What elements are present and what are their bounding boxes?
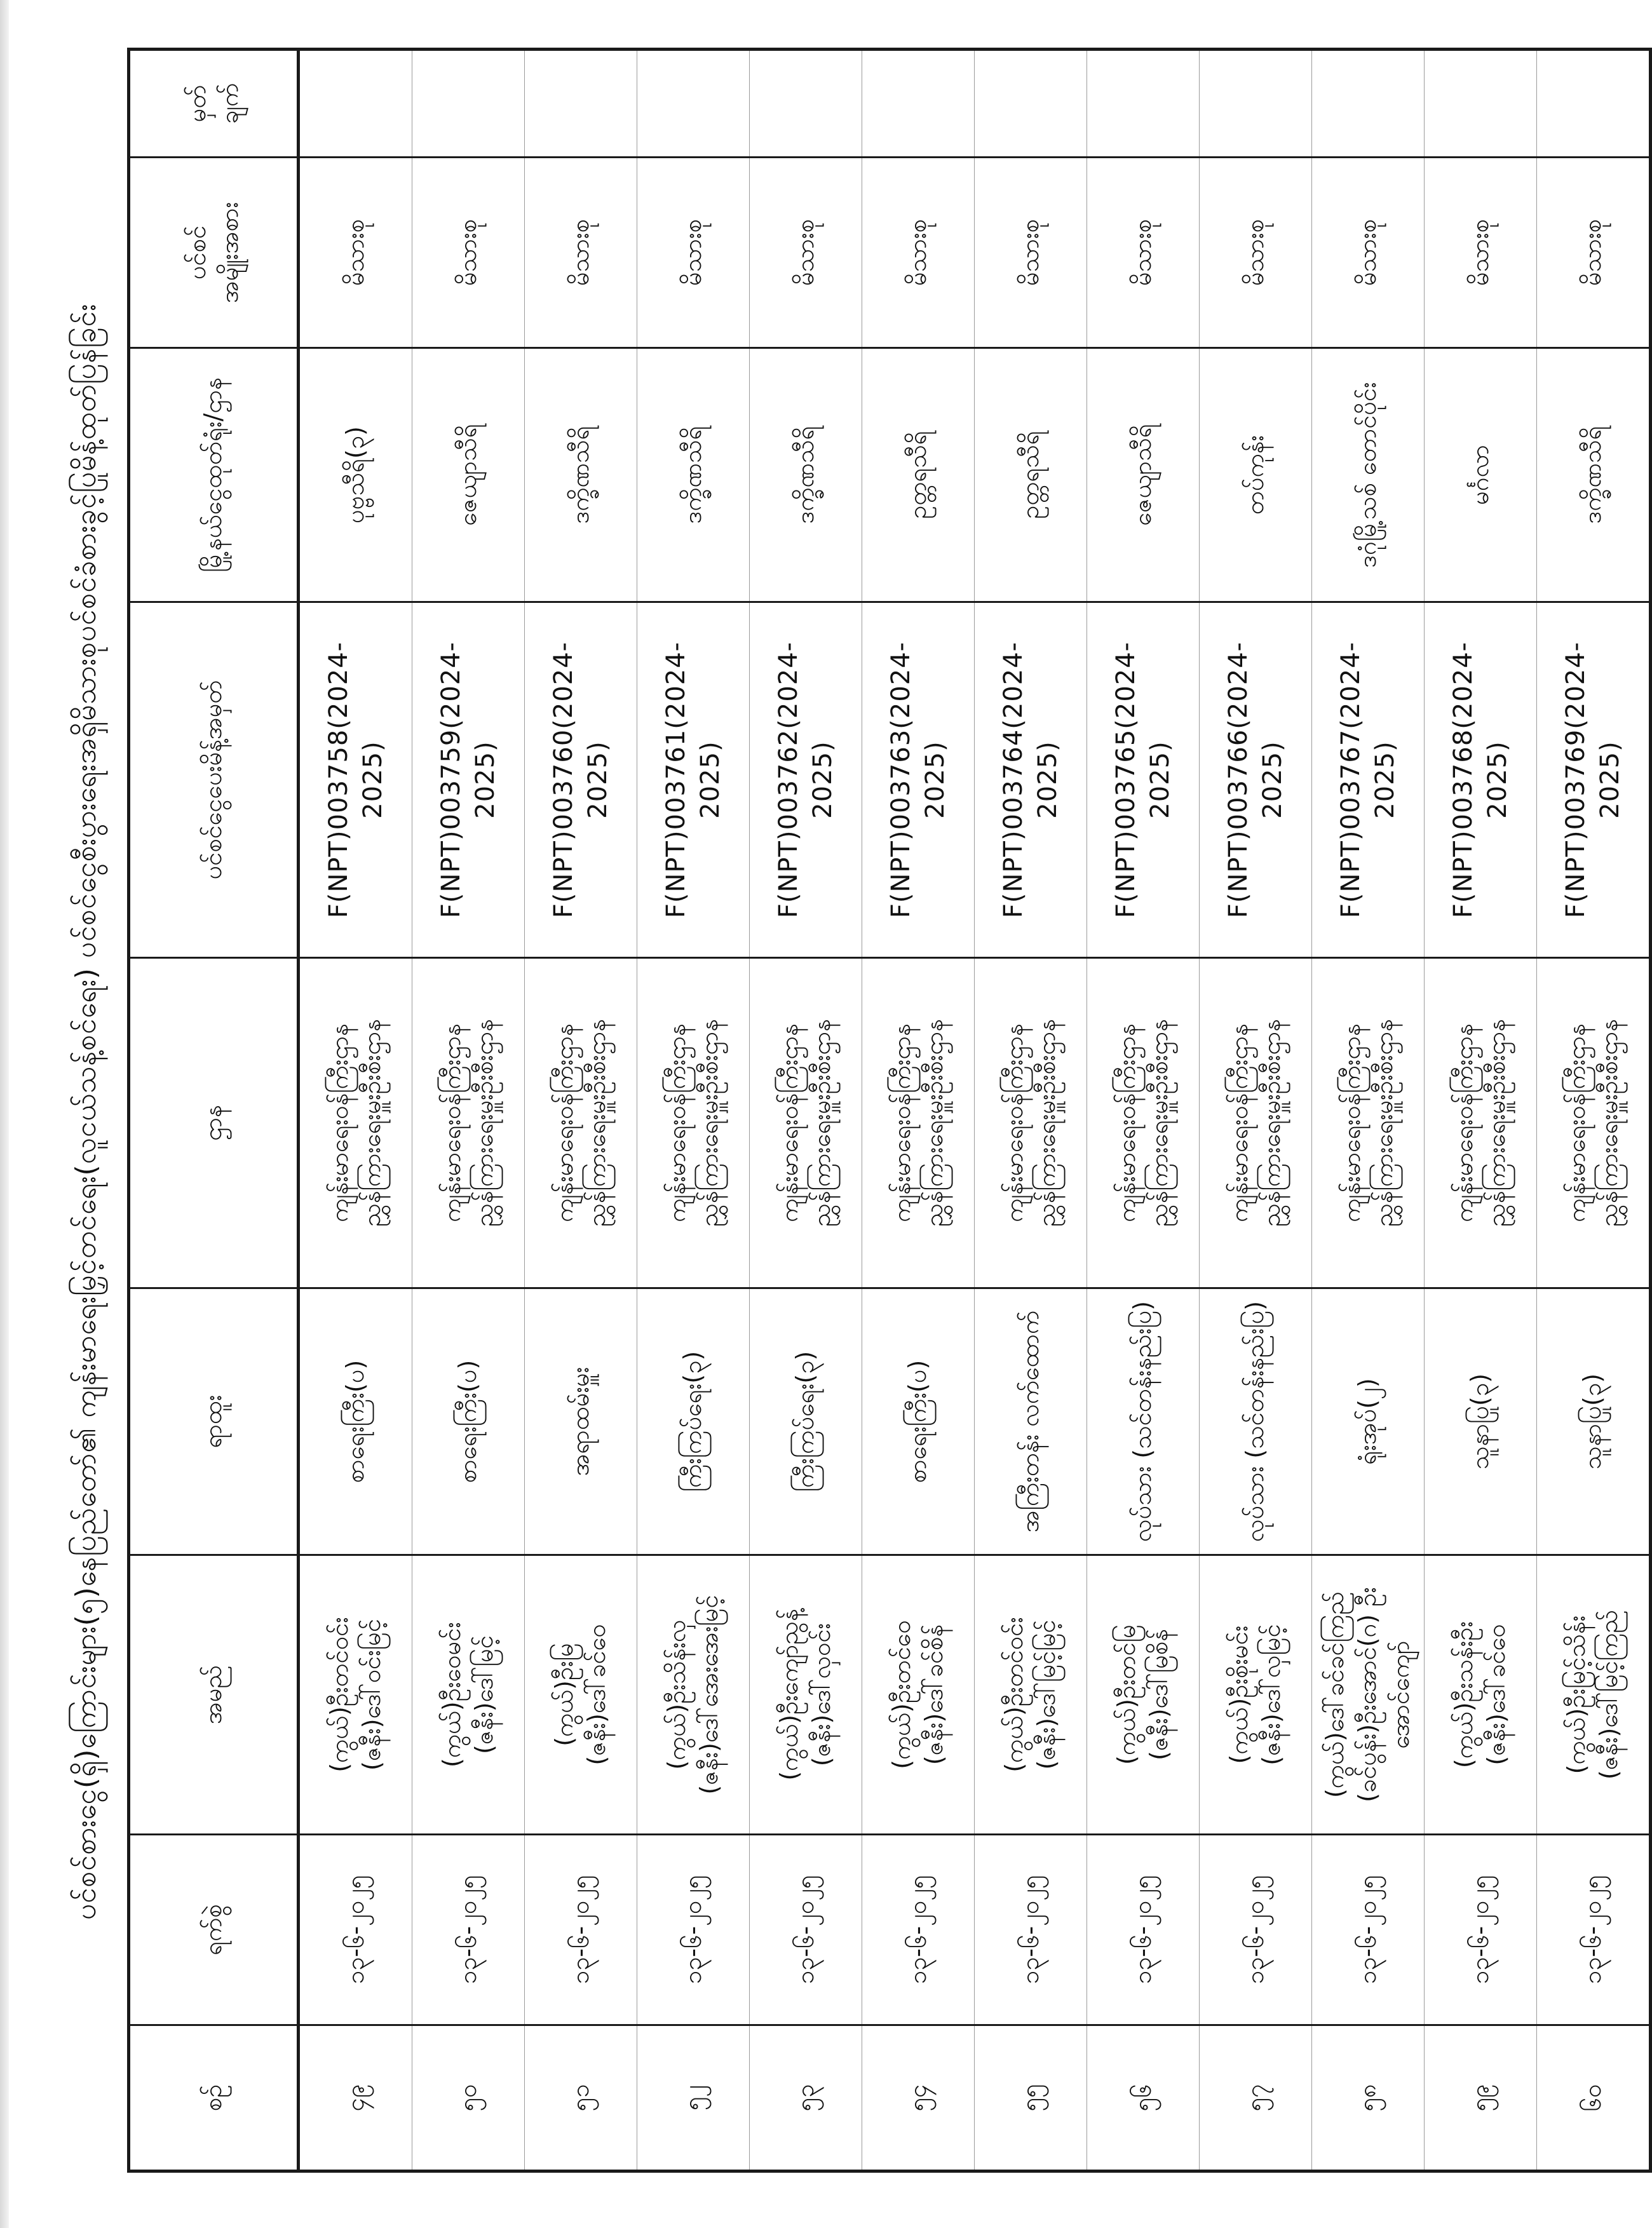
cell-dept-line2: ညွှန်ကြားရေးမှူးဦးစီးဌာန [920,1019,948,1227]
cell-name-spouse: (ဇနီး)ဒေါ်လှမြင့် [1257,1624,1285,1766]
cell-code: F(NPT)003762(2024-2025) [750,602,862,958]
cell-code: F(NPT)003763(2024-2025) [862,602,975,958]
cell-dept [1200,958,1312,1288]
cell-dept-line1: ကျန်းမာရေးဝန်ကြီးဌာန [1224,1023,1253,1222]
cell-no: ၅၅ [975,2025,1087,2171]
cell-name-spouse: (ဇနီး)ဒေါ်လှဝင်း [808,1623,836,1767]
table-row [637,50,750,2171]
cell-name-spouse: (ဇနီး)ဒေါ်ဝင်းမြင့် [358,1619,386,1771]
cell-name [412,1555,525,1835]
cell-office: ဒက္ခိဏသီရိ [750,348,862,602]
table-row [1312,50,1425,2171]
table-row [525,50,637,2171]
cell-type: မိသားစု [525,158,637,348]
header-name: အမည် [129,1555,299,1835]
cell-dept [1312,958,1425,1288]
cell-name-spouse: (ဇနီး)ဒေါ်မြင့်မြင့် [1032,1619,1060,1770]
cell-no: ၄၉ [299,2025,412,2171]
cell-no: ၅၇ [1200,2025,1312,2171]
table-row [1087,50,1200,2171]
cell-code: F(NPT)003767(2024-2025) [1312,602,1425,958]
cell-date: ၁၃-၆-၂၀၂၅ [637,1835,750,2025]
cell-dept-line1: ကျန်းမာရေးဝန်ကြီးဌာန [1449,1023,1478,1222]
cell-dept-line2: ညွှန်ကြားရေးမှူးဦးစီးဌာန [1145,1019,1173,1227]
cell-dept-line2: ညွှန်ကြားရေးမှူးဦးစီးဌာန [1370,1019,1398,1227]
table-row [299,50,412,2171]
cell-type: မိသားစု [862,158,975,348]
cell-type: မိသားစု [299,158,412,348]
cell-date: ၁၃-၆-၂၀၂၅ [750,1835,862,2025]
cell-dept-line1: ကျန်းမာရေးဝန်ကြီးဌာန [662,1023,691,1222]
cell-dept-line1: ကျန်းမာရေးဝန်ကြီးဌာန [775,1023,803,1222]
cell-dept-line2: ညွှန်ကြားရေးမှူးဦးစီးဌာန [1257,1019,1285,1227]
cell-dept [750,958,862,1288]
cell-dept-line1: ကျန်းမာရေးဝန်ကြီးဌာန [437,1023,466,1222]
cell-name-deceased: (ကွယ်)ဦးမြင့်သိန်း [1562,1615,1590,1774]
cell-rank: သူနာပြု(၃) [1537,1288,1651,1555]
cell-no: ၅၄ [862,2025,975,2171]
cell-type: မိသားစု [637,158,750,348]
cell-name [1425,1555,1537,1835]
cell-remark [1537,50,1651,158]
document-title: ပင်စင်စားငွေ(ရှိ)ကြောင်းများ(၅)နေပြည်တော်၏ ကျန်းမာရေးမြှင့်တင်ရေး(လူငယ်သန့်စင်ရေး) ပင်စင်ငွေစီးပွားရေးအရှိမိသားစုပင်စင်ခံစားခွင့်ပြုမိန့်ထုတ်ပြန်ခြင်း [70,303,102,1921]
cell-name-deceased: (ကွယ်)ဦးတင်ဝင်း [999,1617,1028,1772]
cell-dept-line2: ညွှန်ကြားရေးမှူးဦးစီးဌာန [1595,1019,1623,1227]
cell-name-spouse: (ခင်ပွန်း)ဦးအောင်(ဂ) ဦးအောင်ကျော် [1353,1587,1414,1802]
cell-name [975,1555,1087,1835]
cell-no: ၅၂ [637,2025,750,2171]
cell-no: ၅၈ [1312,2025,1425,2171]
cell-name [750,1555,862,1835]
cell-type: မိသားစု [1312,158,1425,348]
cell-remark [1425,50,1537,158]
cell-name [862,1555,975,1835]
cell-dept [1087,958,1200,1288]
cell-name-spouse: (ဇနီး)ဒေါ်ခင်ဝေ [583,1624,611,1766]
cell-code: F(NPT)003768(2024-2025) [1425,602,1537,958]
table-row [975,50,1087,2171]
header-type-line2: အမျိုးအစား [215,201,243,304]
cell-name [299,1555,412,1835]
cell-dept [1425,958,1537,1288]
cell-name-deceased: (ကွယ်)ဦးသန်းဦး [1449,1621,1478,1769]
pension-table [127,48,1652,2173]
cell-type: မိသားစု [1087,158,1200,348]
cell-remark [750,50,862,158]
cell-type: မိသားစု [412,158,525,348]
cell-name-deceased: (ကွယ်)ဒေါ်ခင်ခင်ကြည် [1321,1591,1350,1799]
cell-dept-line2: ညွှန်ကြားရေးမှူးဦးစီးဌာန [583,1019,611,1227]
cell-code: F(NPT)003764(2024-2025) [975,602,1087,958]
cell-name-spouse: (ဇနီး)ဒေါ်မြင့် [470,1635,498,1754]
cell-dept-line1: ကျန်းမာရေးဝန်ကြီးဌာန [1112,1023,1141,1222]
cell-code: F(NPT)003761(2024-2025) [637,602,750,958]
cell-dept [1537,958,1651,1288]
cell-dept-line2: ညွှန်ကြားရေးမှူးဦးစီးဌာန [1482,1019,1510,1227]
cell-name-deceased: (ကွယ်)ဦးတင်ဝေ [887,1620,916,1769]
cell-date: ၁၃-၆-၂၀၂၅ [1312,1835,1425,2025]
cell-dept-line1: ကျန်းမာရေးဝန်ကြီးဌာန [550,1023,578,1222]
cell-rank: အရာထမ်းမှူး [525,1288,637,1555]
cell-code: F(NPT)003765(2024-2025) [1087,602,1200,958]
table-row [1425,50,1537,2171]
cell-no: ၅၀ [412,2025,525,2171]
cell-remark [1200,50,1312,158]
cell-date: ၁၃-၆-၂၀၂၅ [1087,1835,1200,2025]
header-row [129,50,299,2171]
cell-remark [1087,50,1200,158]
cell-office: ဒက္ခိဏသီရိ [637,348,750,602]
header-no: စဉ် [129,2025,299,2171]
cell-remark [637,50,750,158]
header-office: မြို့နယ်ငွေထုတ်ရုံး/ဌာန [129,348,299,602]
cell-dept [412,958,525,1288]
header-rank: ရာထူး [129,1288,299,1555]
table-row [412,50,525,2171]
cell-remark [525,50,637,158]
cell-remark [412,50,525,158]
cell-remark [1312,50,1425,158]
cell-name-spouse: (ဇနီး)ဒေါ်ခင်ဝေ [1482,1624,1510,1766]
cell-code: F(NPT)003759(2024-2025) [412,602,525,958]
cell-rank: လုပ်သား (သင်တန်းနည်းပြ) [1087,1288,1200,1555]
cell-date: ၁၃-၆-၂၀၂၅ [975,1835,1087,2025]
cell-dept [975,958,1087,1288]
cell-name-spouse: (ဇနီး)ဒေါ်မြင့်ကြည် [1595,1609,1623,1780]
cell-rank: လုပ်သား (သင်တန်းနည်းပြ) [1200,1288,1312,1555]
table-row [750,50,862,2171]
cell-name [1200,1555,1312,1835]
header-dept: ဌာန [129,958,299,1288]
cell-office: တပ်ကုန်း [1200,348,1312,602]
cell-no: ၅၆ [1087,2025,1200,2171]
header-type-line1: ပင်စင် [182,225,211,280]
cell-rank: ကြီးကြပ်ရေး(၃) [637,1288,750,1555]
table-row [1537,50,1651,2171]
cell-rank: စာရေးကြီး(ပ) [862,1288,975,1555]
cell-dept-line1: ကျန်းမာရေးဝန်ကြီးဌာန [887,1023,916,1222]
cell-name-deceased: (ကွယ်)ဦးသိန်းလှ [662,1619,691,1770]
cell-office: မင်္ဂလာ [1425,348,1537,602]
cell-name-spouse: (ဇနီး)ဒေါ်ခင်စိန် [920,1624,948,1766]
cell-type: မိသားစု [750,158,862,348]
cell-dept-line1: ကျန်းမာရေးဝန်ကြီးဌာန [1337,1023,1365,1222]
cell-name [1312,1555,1425,1835]
cell-rank: စာရေးကြီး(ပ) [412,1288,525,1555]
cell-no: ၆၀ [1537,2025,1651,2171]
cell-date: ၁၃-၆-၂၀၂၅ [299,1835,412,2025]
cell-name-deceased: (ကွယ်)ဦးမြ [550,1643,578,1746]
cell-office: ပုဗ္ဗသီရိ(၃) [299,348,412,602]
cell-dept [299,958,412,1288]
cell-dept-line2: ညွှန်ကြားရေးမှူးဦးစီးဌာန [1032,1019,1060,1227]
cell-dept [525,958,637,1288]
cell-remark [862,50,975,158]
cell-date: ၁၃-၆-၂၀၂၅ [1537,1835,1651,2025]
cell-name-spouse: (ဇနီး)ဒေါ်အေးအေးမြင့် [695,1595,723,1795]
cell-office: ဥတ္တရသီရိ [975,348,1087,602]
cell-dept-line2: ညွှန်ကြားရေးမှူးဦးစီးဌာန [470,1019,498,1227]
cell-no: ၅၃ [750,2025,862,2171]
cell-office: ဒက္ခိဏသီရိ [525,348,637,602]
cell-code: F(NPT)003769(2024-2025) [1537,602,1651,958]
header-remark-line2: ချက် [215,83,243,125]
cell-code: F(NPT)003760(2024-2025) [525,602,637,958]
scan-edge [0,0,9,2228]
cell-office: ဥတ္တရသီရိ [862,348,975,602]
cell-date: ၁၃-၆-၂၀၂၅ [525,1835,637,2025]
cell-no: ၅၉ [1425,2025,1537,2171]
header-code: ပင်စင်ငွေပေးမိန့်အမှတ် [129,602,299,958]
cell-rank: ကြီးကြပ်ရေး(၃) [750,1288,862,1555]
cell-name-deceased: (ကွယ်)ဦးကျော်ညွန့် [775,1609,803,1781]
cell-dept-line2: ညွှန်ကြားရေးမှူးဦးစီးဌာန [695,1019,723,1227]
header-remark-line1: မှတ် [182,84,211,123]
cell-rank: ရုံးအုပ်(၂) [1312,1288,1425,1555]
header-remark [129,50,299,158]
cell-no: ၅၁ [525,2025,637,2171]
header-type [129,158,299,348]
cell-date: ၁၃-၆-၂၀၂၅ [1200,1835,1312,2025]
cell-code: F(NPT)003766(2024-2025) [1200,602,1312,958]
cell-date: ၁၃-၆-၂၀၂၅ [412,1835,525,2025]
cell-dept-line2: ညွှန်ကြားရေးမှူးဦးစီးဌာန [808,1019,836,1227]
cell-dept-line2: ညွှန်ကြားရေးမှူးဦးစီးဌာန [358,1019,386,1227]
cell-name-spouse: (ဇနီး)ဒေါ်မြစိန် [1145,1629,1173,1760]
cell-date: ၁၃-၆-၂၀၂၅ [862,1835,975,2025]
cell-type: မိသားစု [1425,158,1537,348]
cell-office: ဇေယျာသီရိ [412,348,525,602]
cell-dept-line1: ကျန်းမာရေးဝန်ကြီးဌာန [325,1023,353,1222]
table-row [1200,50,1312,2171]
cell-name-deceased: (ကွယ်)ဦးတင်ဝင်း [325,1617,353,1772]
document-sheet [51,51,1625,2173]
cell-dept [637,958,750,1288]
cell-rank: အကြီးတန်း လက်ထောက် [975,1288,1087,1555]
cell-dept-line1: ကျန်းမာရေးဝန်ကြီးဌာန [999,1023,1028,1222]
cell-dept [862,958,975,1288]
cell-name [637,1555,750,1835]
cell-code: F(NPT)003758(2024-2025) [299,602,412,958]
cell-office: ဒဂုံမြို့သစ် တောင်ပိုင်း [1312,348,1425,602]
cell-type: မိသားစု [1200,158,1312,348]
cell-remark [975,50,1087,158]
cell-remark [299,50,412,158]
cell-office: ဇေယျာသီရိ [1087,348,1200,602]
cell-name-deceased: (ကွယ်)ဦးဝေမင်း [437,1622,466,1767]
cell-office: ဒက္ခိဏသီရိ [1537,348,1651,602]
header-date: ရက်စွဲ [129,1835,299,2025]
table-row [862,50,975,2171]
cell-rank: စာရေးကြီး(ပ) [299,1288,412,1555]
cell-name [1537,1555,1651,1835]
cell-type: မိသားစု [975,158,1087,348]
cell-date: ၁၃-၆-၂၀၂၅ [1425,1835,1537,2025]
cell-name-deceased: (ကွယ်)ဦးတင်မြ [1112,1624,1141,1765]
cell-name [1087,1555,1200,1835]
cell-rank: သူနာပြု(၃) [1425,1288,1537,1555]
cell-name-deceased: (ကွယ်)ဦးစိုးမင်း [1224,1625,1253,1764]
cell-dept-line1: ကျန်းမာရေးဝန်ကြီးဌာန [1562,1023,1590,1222]
cell-name [525,1555,637,1835]
cell-type: မိသားစု [1537,158,1651,348]
